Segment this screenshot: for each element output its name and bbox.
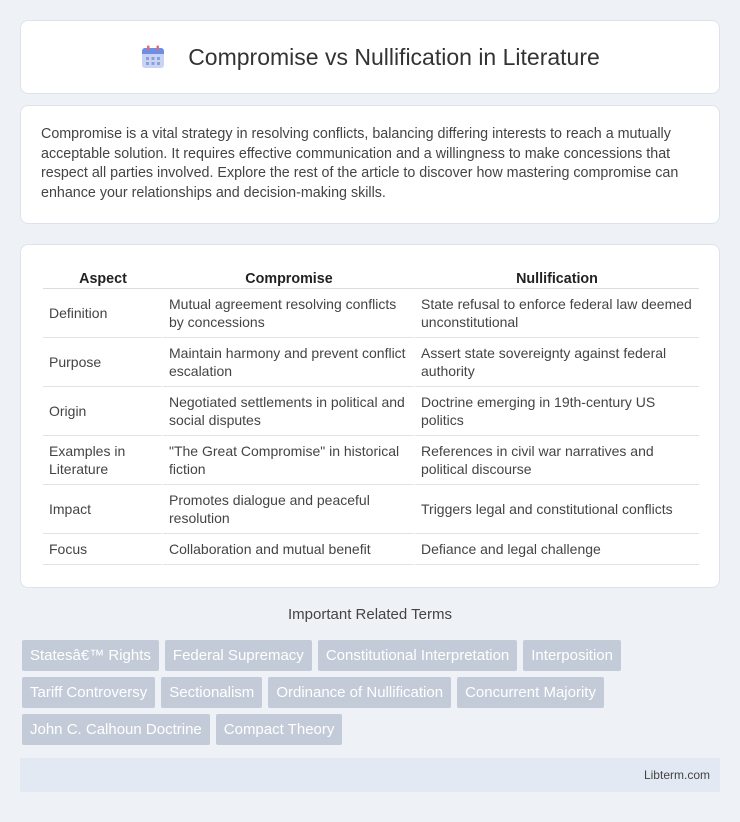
comparison-table <box>43 265 699 565</box>
cell-nullification: References in civil war narratives and political discourse <box>415 436 699 485</box>
cell-aspect: Origin <box>43 387 163 436</box>
table-row <box>43 485 699 534</box>
table-row <box>43 436 699 485</box>
tag-federal-supremacy[interactable]: Federal Supremacy <box>165 640 312 671</box>
cell-compromise: Collaboration and mutual benefit <box>163 534 415 565</box>
header-nullification: Nullification <box>415 265 699 289</box>
tag-concurrent-majority[interactable]: Concurrent Majority <box>457 677 604 708</box>
cell-aspect: Examples in Literature <box>43 436 163 485</box>
footer-site-link[interactable]: Libterm.com <box>643 768 710 782</box>
tag-calhoun-doctrine[interactable]: John C. Calhoun Doctrine <box>22 714 210 745</box>
footer <box>20 758 720 792</box>
cell-compromise: Promotes dialogue and peaceful resolution <box>163 485 415 534</box>
comparison-table-card <box>20 244 720 588</box>
table-row <box>43 338 699 387</box>
tag-sectionalism[interactable]: Sectionalism <box>161 677 262 708</box>
tag-interposition[interactable]: Interposition <box>523 640 621 671</box>
table-header-row <box>43 265 699 289</box>
tag-ordinance-of-nullification[interactable]: Ordinance of Nullification <box>268 677 451 708</box>
cell-aspect: Impact <box>43 485 163 534</box>
cell-compromise: Mutual agreement resolving conflicts by concessions <box>163 289 415 338</box>
header-compromise: Compromise <box>163 265 415 289</box>
cell-aspect: Definition <box>43 289 163 338</box>
header-aspect: Aspect <box>43 265 163 289</box>
page-title: Compromise vs Nullification in Literature <box>188 43 600 70</box>
cell-nullification: Triggers legal and constitutional conflicts <box>415 485 699 534</box>
tag-compact-theory[interactable]: Compact Theory <box>216 714 343 745</box>
cell-compromise: Negotiated settlements in political and social disputes <box>163 387 415 436</box>
intro-text: Compromise is a vital strategy in resolving conflicts, balancing differing interests to reach a mutually acceptable solution. It requires effective communication and a willingness to make concessions that respect all parties involved. Explore the rest of the article to discover how mastering compromise can enhance your relationships and decision-making skills. <box>41 126 679 201</box>
cell-compromise: Maintain harmony and prevent conflict escalation <box>163 338 415 387</box>
related-terms-title: Important Related Terms <box>288 606 452 623</box>
cell-nullification: Doctrine emerging in 19th-century US politics <box>415 387 699 436</box>
tag-states-rights[interactable]: Statesâ€™ Rights <box>22 640 159 671</box>
tag-tariff-controversy[interactable]: Tariff Controversy <box>22 677 155 708</box>
calendar-icon <box>140 44 166 70</box>
intro-card <box>20 105 720 224</box>
table-row <box>43 534 699 565</box>
table-row <box>43 289 699 338</box>
tag-constitutional-interpretation[interactable]: Constitutional Interpretation <box>318 640 517 671</box>
cell-compromise: "The Great Compromise" in historical fiction <box>163 436 415 485</box>
cell-aspect: Focus <box>43 534 163 565</box>
table-row <box>43 387 699 436</box>
cell-nullification: Assert state sovereignty against federal authority <box>415 338 699 387</box>
cell-nullification: State refusal to enforce federal law deemed unconstitutional <box>415 289 699 338</box>
header-card <box>20 20 720 94</box>
cell-nullification: Defiance and legal challenge <box>415 534 699 565</box>
cell-aspect: Purpose <box>43 338 163 387</box>
related-terms-list <box>22 640 722 751</box>
